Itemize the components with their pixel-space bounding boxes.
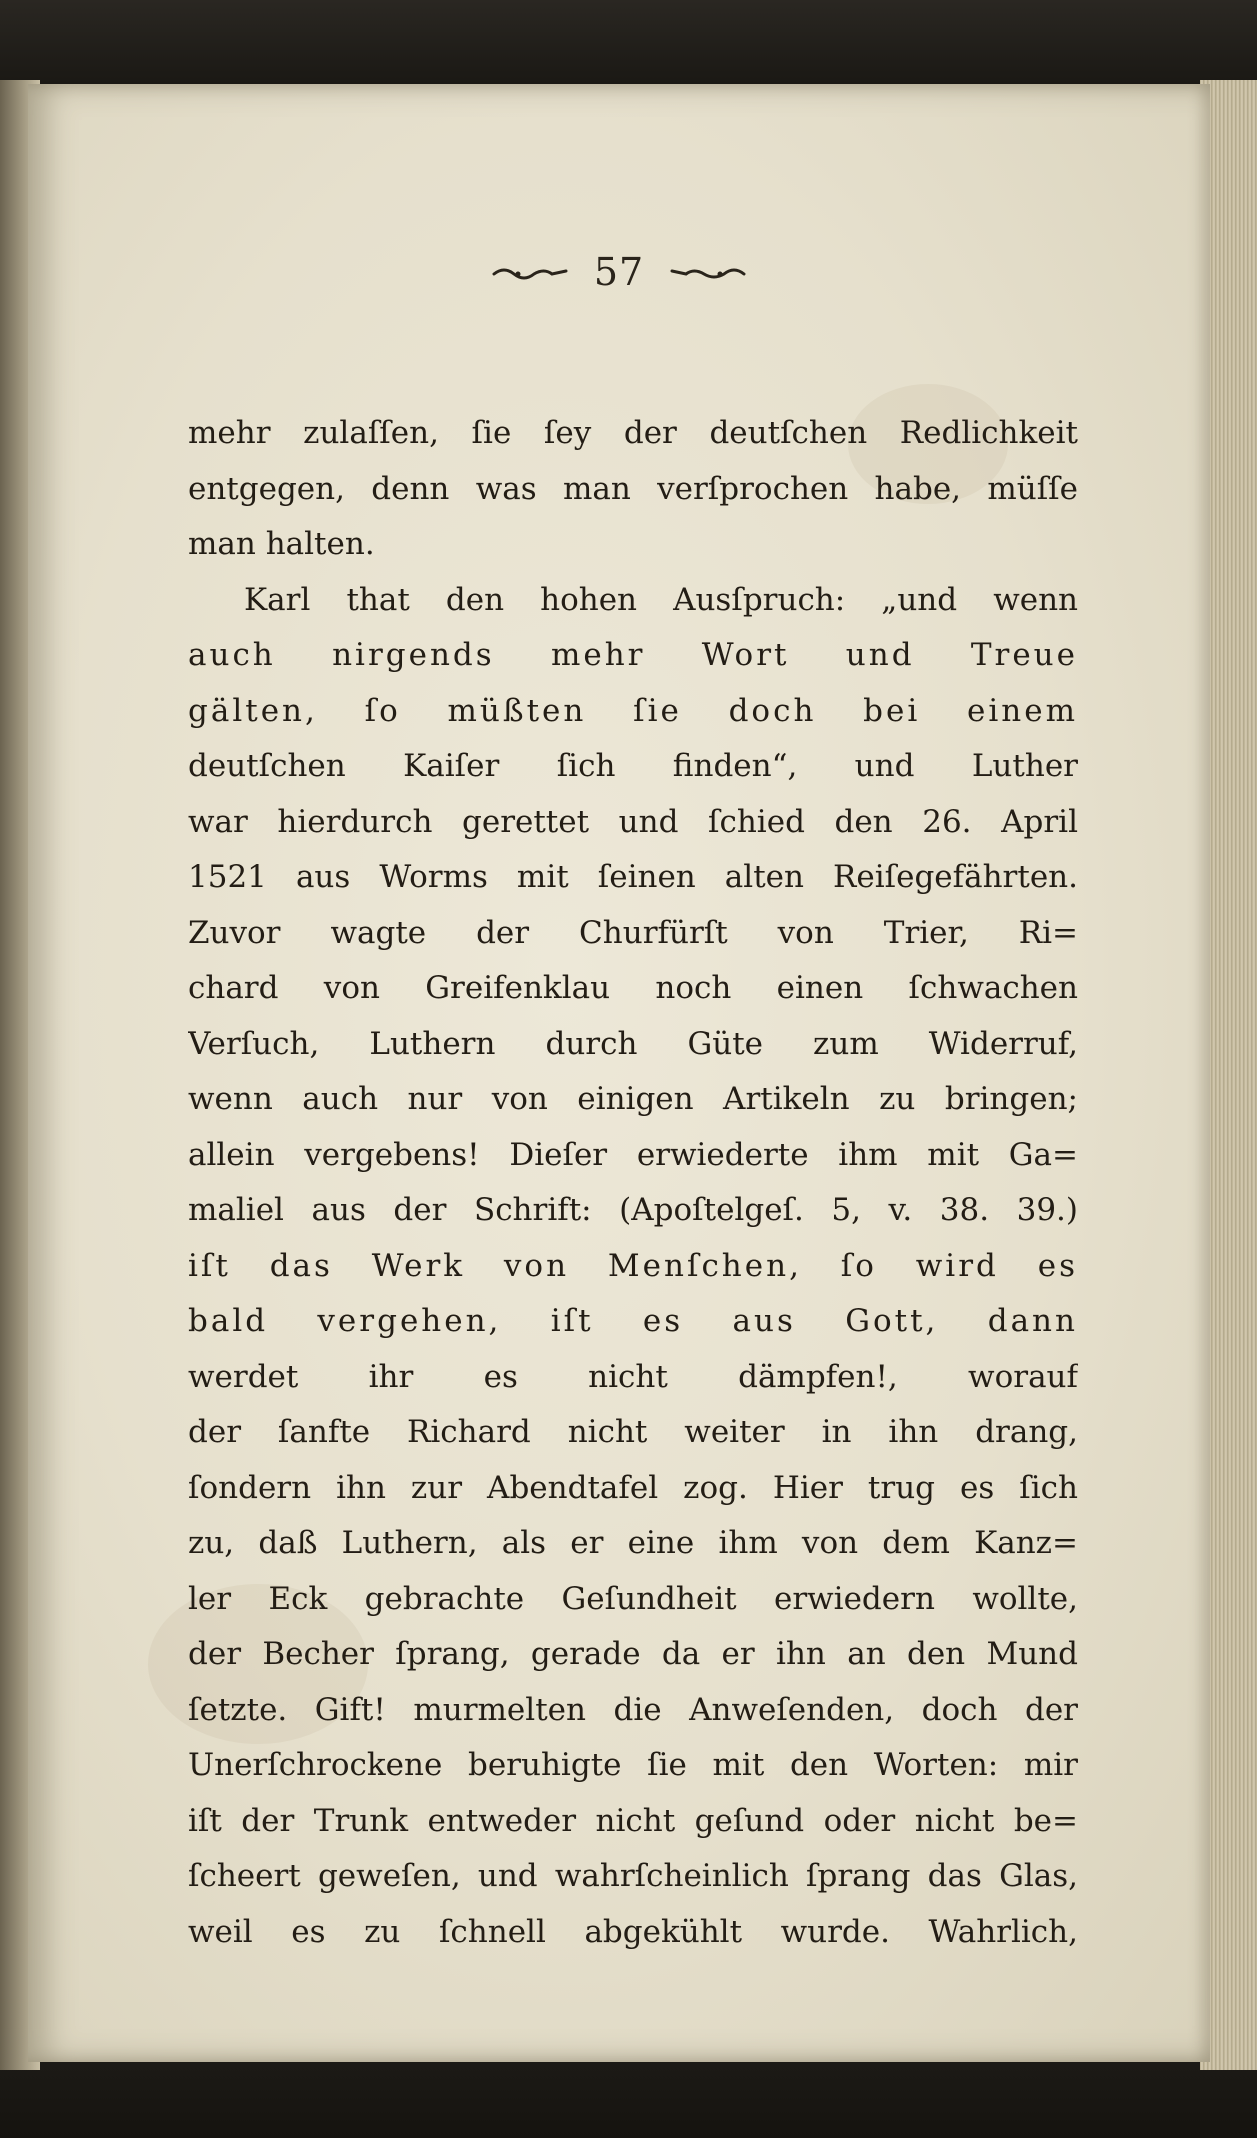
- text-line: der Becher ſprang, gerade da er ihn an den Mund: [188, 1636, 1078, 1672]
- text-line: ſondern ihn zur Abendtafel zog. Hier trug es ſich: [188, 1469, 1078, 1506]
- text-line: chard von Greifenklau noch einen ſchwachen: [188, 970, 1078, 1006]
- text-line: 1521 aus Worms mit ſeinen alten Reiſegefährten.: [188, 859, 1078, 895]
- text-line: entgegen, denn was man verſprochen habe, müſſe: [188, 470, 1078, 507]
- text-line: deutſchen Kaiſer ſich finden“, und Luther: [188, 748, 1078, 784]
- text-line: mehr zulaſſen, ſie ſey der deutſchen Redlichkeit: [188, 415, 1078, 451]
- text-line: werdet ihr es nicht dämpfen!, worauf: [188, 1358, 1078, 1395]
- text-line: maliel aus der Schrift: (Apoſtelgeſ. 5, v. 38. 39.): [188, 1192, 1078, 1228]
- text-line: Verſuch, Luthern durch Güte zum Widerruf,: [188, 1025, 1078, 1062]
- text-line: zu, daß Luthern, als er eine ihm von dem Kanz=: [188, 1525, 1078, 1561]
- text-line: weil es zu ſchnell abgekühlt wurde. Wahrlich,: [188, 1913, 1078, 1950]
- text-line: bald vergehen, iſt es aus Gott, dann: [188, 1303, 1078, 1339]
- body-text: [188, 406, 1078, 1960]
- page-header: [28, 242, 1210, 302]
- text-line: iſt der Trunk entweder nicht geſund oder nicht be=: [188, 1802, 1078, 1839]
- text-line: war hierdurch gerettet und ſchied den 26. April: [188, 803, 1078, 840]
- text-line: Zuvor wagte der Churfürſt von Trier, Ri=: [188, 914, 1078, 951]
- right-ornament-icon: [668, 262, 748, 282]
- text-line: wenn auch nur von einigen Artikeln zu bringen;: [188, 1081, 1078, 1117]
- text-line: gälten, ſo müßten ſie doch bei einem: [188, 692, 1078, 729]
- text-line: man halten.: [188, 526, 375, 562]
- text-line: Unerſchrockene beruhigte ſie mit den Worten: mir: [188, 1747, 1078, 1783]
- text-line: allein vergebens! Dieſer erwiederte ihm mit Ga=: [188, 1136, 1078, 1173]
- text-line: auch nirgends mehr Wort und Treue: [188, 637, 1078, 673]
- left-ornament-icon: [490, 262, 570, 282]
- text-line: Karl that den hohen Ausſpruch: „und wenn: [244, 581, 1078, 618]
- text-line: der ſanfte Richard nicht weiter in ihn drang,: [188, 1414, 1078, 1450]
- text-line: iſt das Werk von Menſchen, ſo wird es: [188, 1247, 1078, 1284]
- book-page: [28, 84, 1210, 2062]
- page-number: 57: [593, 250, 645, 294]
- text-line: ler Eck gebrachte Geſundheit erwiedern wollte,: [188, 1580, 1078, 1617]
- text-line: ſetzte. Gift! murmelten die Anweſenden, doch der: [188, 1691, 1078, 1728]
- text-line: ſcheert geweſen, und wahrſcheinlich ſprang das Glas,: [188, 1858, 1078, 1894]
